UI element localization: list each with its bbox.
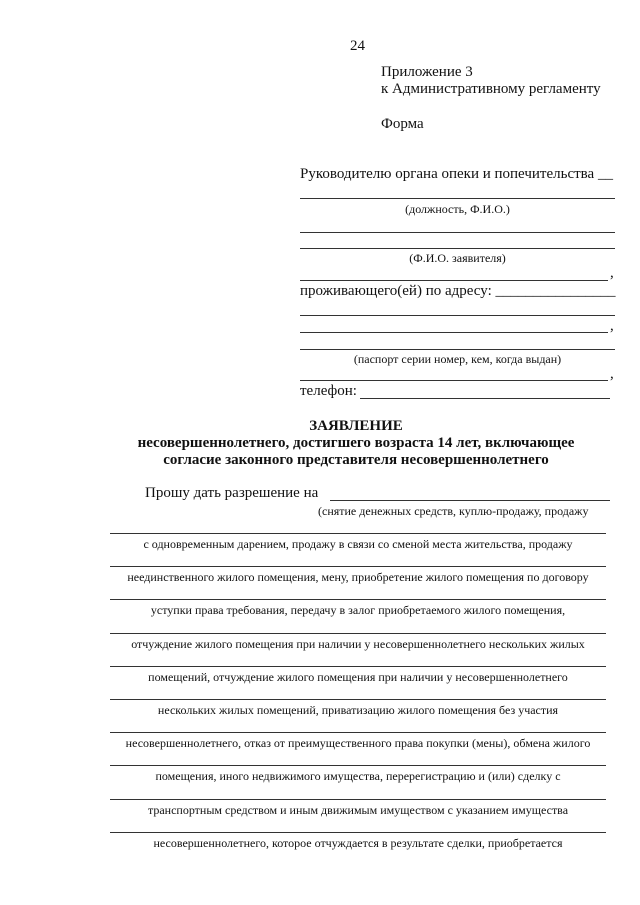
request-line — [330, 500, 610, 501]
body-rule — [110, 533, 606, 534]
page-number: 24 — [350, 38, 365, 54]
body-rule — [110, 832, 606, 833]
body-text-line: с одновременным дарением, продажу в связи со сменой места жительства, продажу — [143, 537, 573, 551]
body-rule — [110, 633, 606, 634]
passport-hint: (паспорт серии номер, кем, когда выдан) — [353, 352, 562, 366]
body-text-line: неединственного жилого помещения, мену, приобретение жилого помещения по договору — [127, 570, 589, 585]
body-rule — [110, 765, 606, 766]
body-rule — [110, 732, 606, 733]
appendix-label: Приложение 3 — [381, 64, 473, 80]
passport-continuation-line — [300, 380, 608, 381]
body-text-line: помещения, иного недвижимого имущества, перерегистрацию и (или) сделку с — [155, 769, 561, 784]
body-rule — [110, 799, 606, 800]
regulation-label: к Административному регламенту — [381, 81, 601, 97]
comma-1: , — [610, 265, 614, 281]
phone-label: телефон: — [300, 383, 357, 399]
residing-label: проживающего(ей) по адресу: ________________ — [300, 283, 616, 299]
request-hint: (снятие денежных средств, куплю-продажу, продажу — [318, 504, 589, 518]
document-title: ЗАЯВЛЕНИЕ — [309, 418, 403, 434]
applicant-name-line — [300, 248, 615, 249]
address-line-2 — [300, 332, 608, 333]
document-subtitle-1: несовершеннолетнего, достигшего возраста 14 лет, включающее — [137, 435, 575, 451]
body-rule — [110, 666, 606, 667]
form-label: Форма — [381, 116, 424, 132]
passport-line — [300, 349, 615, 350]
recipient-position-line — [300, 198, 615, 199]
body-rule — [110, 699, 606, 700]
phone-line — [360, 398, 610, 399]
comma-3: , — [610, 366, 614, 382]
body-rule — [110, 566, 606, 567]
applicant-hint: (Ф.И.О. заявителя) — [409, 251, 506, 265]
position-hint: (должность, Ф.И.О.) — [405, 202, 510, 216]
body-text-line: транспортным средством и иным движимым имуществом с указанием имущества — [147, 802, 569, 817]
document-subtitle-2: согласие законного представителя несовершеннолетнего — [163, 452, 549, 468]
blank-line-1 — [300, 232, 615, 233]
address-line-1 — [300, 315, 615, 316]
body-text-line: уступки права требования, передачу в залог приобретаемого жилого помещения, — [150, 603, 566, 618]
body-text-line: несовершеннолетнего, которое отчуждается в результате сделки, приобретается — [153, 835, 563, 850]
applicant-continuation-line — [300, 280, 608, 281]
comma-2: , — [610, 318, 614, 334]
body-rule — [110, 599, 606, 600]
body-text-line: отчуждение жилого помещения при наличии у несовершеннолетнего нескольких жилых — [131, 636, 585, 651]
request-lead: Прошу дать разрешение на — [145, 485, 319, 501]
body-text-line: помещений, отчуждение жилого помещения при наличии у несовершеннолетнего — [148, 669, 568, 684]
recipient-line: Руководителю органа опеки и попечительства __ — [300, 166, 613, 182]
body-text-line: нескольких жилых помещений, приватизацию жилого помещения без участия — [157, 703, 559, 717]
body-text-line: несовершеннолетнего, отказ от преимущественного права покупки (мены), обмена жилого — [125, 736, 591, 751]
